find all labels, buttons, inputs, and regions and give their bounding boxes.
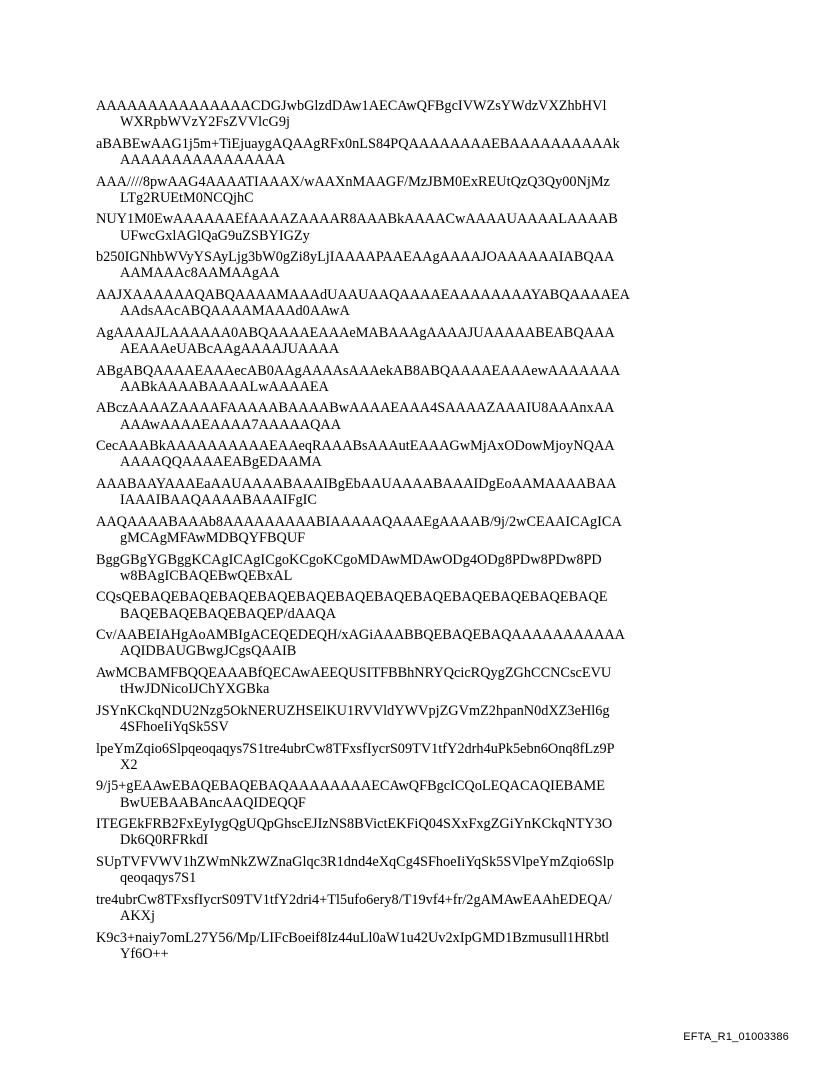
paragraph-line-1: JSYnKCkqNDU2Nzg5OkNERUZHSElKU1RVVldYWVpjZGVmZ2hpanN0dXZ3eHl6g bbox=[96, 702, 610, 719]
paragraph-line-2: AAAAQQAAAAEABgEDAAMA bbox=[120, 454, 322, 471]
paragraph-line-2: BwUEBAABAncAAQIDEQQF bbox=[120, 794, 306, 811]
paragraph-line-2: AAdsAAcABQAAAAMAAAd0AAwA bbox=[120, 303, 350, 320]
text-paragraph bbox=[96, 703, 676, 735]
paragraph-line-2: IAAAIBAAQAAAABAAAIFgIC bbox=[120, 492, 317, 509]
text-paragraph bbox=[96, 287, 676, 319]
document-id-footer: EFTA_R1_01003386 bbox=[683, 1031, 789, 1043]
paragraph-line-1: AAJXAAAAAAQABQAAAAMAAAdUAAUAAQAAAAEAAAAAAAAYABQAAAAEA bbox=[96, 286, 631, 303]
text-paragraph bbox=[96, 438, 676, 470]
paragraph-line-1: tre4ubrCw8TFxsfIycrS09TV1tfY2dri4+Tl5ufo6ery8/T19vf4+fr/2gAMAwEAAhEDEQA/ bbox=[96, 891, 612, 908]
paragraph-line-2: X2 bbox=[120, 756, 138, 773]
text-paragraph bbox=[96, 892, 676, 924]
paragraph-line-2: AABkAAAABAAAALwAAAAEA bbox=[120, 378, 329, 395]
text-paragraph bbox=[96, 589, 676, 621]
paragraph-line-2: BAQEBAQEBAQEBAQEP/dAAQA bbox=[120, 605, 337, 622]
paragraph-line-2: Yf6O++ bbox=[120, 945, 169, 962]
text-paragraph bbox=[96, 816, 676, 848]
paragraph-line-2: Dk6Q0RFRkdI bbox=[120, 832, 209, 849]
paragraph-line-1: ABgABQAAAAEAAAecAB0AAgAAAAsAAAekAB8ABQAAAAEAAAewAAAAAAA bbox=[96, 362, 621, 379]
paragraph-line-1: CQsQEBAQEBAQEBAQEBAQEBAQEBAQEBAQEBAQEBAQEBAQEBAQEBAQE bbox=[96, 589, 608, 606]
paragraph-line-2: AAMAAAc8AAMAAgAA bbox=[120, 265, 280, 282]
paragraph-line-2: WXRpbWVzY2FsZVVlcG9j bbox=[120, 114, 290, 131]
text-paragraph bbox=[96, 627, 676, 659]
paragraph-line-1: K9c3+naiy7omL27Y56/Mp/LIFcBoeif8Iz44uLl0aW1u42Uv2xIpGMD1Bzmusull1HRbtl bbox=[96, 929, 610, 946]
text-paragraph bbox=[96, 136, 676, 168]
text-paragraph bbox=[96, 741, 676, 773]
text-paragraph bbox=[96, 514, 676, 546]
paragraph-line-1: AAQAAAABAAAb8AAAAAAAAABIAAAAAQAAAEgAAAAB/9j/2wCEAAICAgICA bbox=[96, 513, 622, 530]
paragraph-line-1: AAA////8pwAAG4AAAATIAAAX/wAAXnMAAGF/MzJBM0ExREUtQzQ3Qy00NjMz bbox=[96, 173, 610, 190]
paragraph-line-1: AwMCBAMFBQQEAAABfQECAwAEEQUSITFBBhNRYQcicRQygZGhCCNCscEVU bbox=[96, 664, 612, 681]
paragraph-line-1: CecAAABkAAAAAAAAAAEAAeqRAAABsAAAutEAAAGwMjAxODowMjoyNQAA bbox=[96, 438, 615, 455]
text-paragraph bbox=[96, 98, 676, 130]
paragraph-line-1: AgAAAAJLAAAAAA0ABQAAAAEAAAeMABAAAgAAAAJUAAAAABEABQAAA bbox=[96, 324, 615, 341]
paragraph-line-2: w8BAgICBAQEBwQEBxAL bbox=[120, 567, 293, 584]
text-paragraph bbox=[96, 211, 676, 243]
paragraph-line-2: 4SFhoeIiYqSk5SV bbox=[120, 718, 229, 735]
text-paragraph bbox=[96, 174, 676, 206]
paragraph-line-2: AKXj bbox=[120, 907, 155, 924]
paragraph-line-1: ITEGEkFRB2FxEyIygQgUQpGhscEJIzNS8BVictEKFiQ04SXxFxgZGiYnKCkqNTY3O bbox=[96, 816, 613, 833]
paragraph-line-2: LTg2RUEtM0NCQjhC bbox=[120, 189, 254, 206]
paragraph-line-1: ABczAAAAZAAAAFAAAAABAAAABwAAAAEAAA4SAAAAZAAAIU8AAAnxAA bbox=[96, 400, 615, 417]
text-paragraph bbox=[96, 363, 676, 395]
paragraph-line-1: AAABAAYAAAEaAAUAAAABAAAIBgEbAAUAAAABAAAIDgEoAAMAAAABAA bbox=[96, 475, 617, 492]
paragraph-line-2: AQIDBAUGBwgJCgsQAAIB bbox=[120, 643, 297, 660]
paragraph-line-2: UFwcGxlAGlQaG9uZSBYIGZy bbox=[120, 227, 310, 244]
text-paragraph bbox=[96, 665, 676, 697]
text-paragraph bbox=[96, 930, 676, 962]
paragraph-line-2: gMCAgMFAwMDBQYFBQUF bbox=[120, 529, 306, 546]
text-paragraph bbox=[96, 400, 676, 432]
paragraph-line-2: AAAAAAAAAAAAAAAA bbox=[120, 152, 286, 168]
encoded-text-block bbox=[96, 98, 676, 967]
paragraph-line-2: AAAwAAAAEAAAA7AAAAAQAA bbox=[120, 416, 342, 433]
paragraph-line-1: Cv/AABEIAHgAoAMBIgACEQEDEQH/xAGiAAABBQEBAQEBAQAAAAAAAAAAA bbox=[96, 627, 625, 644]
text-paragraph bbox=[96, 854, 676, 886]
paragraph-line-1: NUY1M0EwAAAAAAEfAAAAZAAAAR8AAABkAAAACwAAAAUAAAALAAAAB bbox=[96, 211, 618, 228]
paragraph-line-2: tHwJDNicoIJChYXGBka bbox=[120, 681, 270, 698]
text-paragraph bbox=[96, 249, 676, 281]
paragraph-line-1: BggGBgYGBggKCAgICAgICgoKCgoKCgoMDAwMDAwODg4ODg8PDw8PDw8PD bbox=[96, 551, 602, 568]
paragraph-line-1: aBABEwAAG1j5m+TiEjuaygAQAAgRFx0nLS84PQAAAAAAAAEBAAAAAAAAAAk bbox=[96, 135, 620, 152]
text-paragraph bbox=[96, 476, 676, 508]
paragraph-line-2: qeoqaqys7S1 bbox=[120, 870, 197, 887]
paragraph-line-2: AEAAAeUABcAAgAAAAJUAAAA bbox=[120, 340, 340, 357]
text-paragraph bbox=[96, 552, 676, 584]
text-paragraph bbox=[96, 325, 676, 357]
paragraph-line-1: 9/j5+gEAAwEBAQEBAQEBAQAAAAAAAAECAwQFBgcICQoLEQACAQIEBAME bbox=[96, 778, 605, 795]
paragraph-line-1: SUpTVFVWV1hZWmNkZWZnaGlqc3R1dnd4eXqCg4SFhoeIiYqSk5SVlpeYmZqio6Slp bbox=[96, 853, 614, 870]
text-paragraph bbox=[96, 778, 676, 810]
paragraph-line-1: b250IGNhbWVyYSAyLjg3bW0gZi8yLjIAAAAPAAEAAgAAAAJOAAAAAAIABQAA bbox=[96, 249, 615, 266]
paragraph-line-1: lpeYmZqio6Slpqeoqaqys7S1tre4ubrCw8TFxsfIycrS09TV1tfY2drh4uPk5ebn6Onq8fLz9P bbox=[96, 740, 615, 757]
paragraph-line-1: AAAAAAAAAAAAAAACDGJwbGlzdDAw1AECAwQFBgcIVWZsYWdzVXZhbHVl bbox=[96, 98, 607, 114]
